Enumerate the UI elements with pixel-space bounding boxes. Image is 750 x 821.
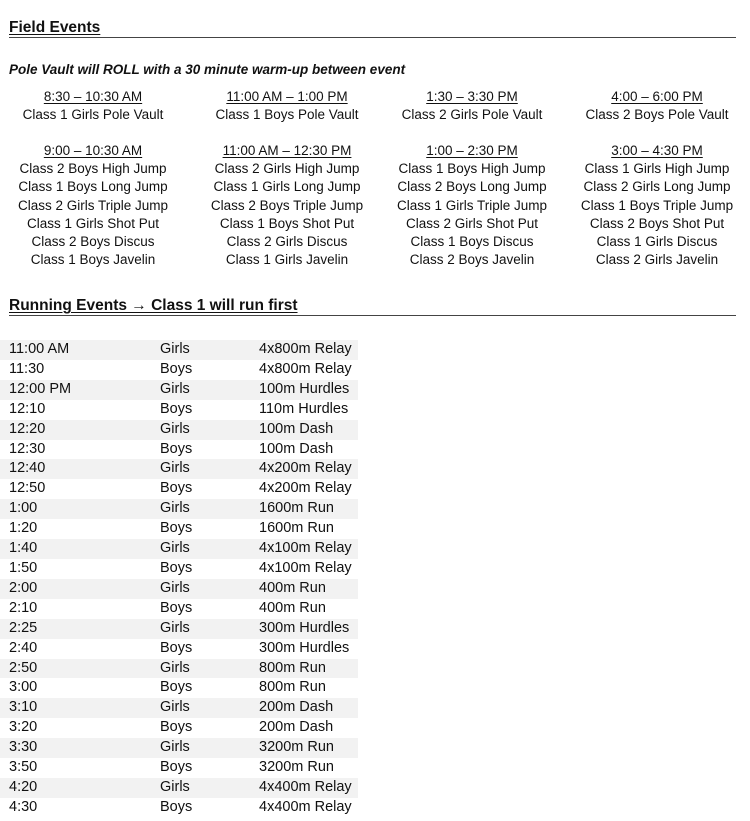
- row-spacer: [358, 400, 750, 420]
- row-gender: Boys: [160, 360, 193, 377]
- row-event: 3200m Run: [259, 759, 334, 776]
- block-time: 11:00 AM – 12:30 PM: [222, 143, 352, 158]
- running-event-row: [0, 559, 750, 579]
- running-events-heading: [9, 297, 736, 316]
- running-event-row: [0, 639, 750, 659]
- running-event-row: [0, 619, 750, 639]
- running-event-row: [0, 420, 750, 440]
- row-gender: Girls: [160, 380, 259, 400]
- running-event-row: [0, 599, 750, 619]
- block-time: 9:00 – 10:30 AM: [43, 143, 143, 158]
- running-event-row: [0, 758, 750, 778]
- row-event: 200m Dash: [259, 698, 358, 718]
- block-event: Class 1 Girls Long Jump: [213, 179, 361, 195]
- field-event-block: [564, 142, 750, 269]
- running-event-row: [0, 340, 750, 360]
- running-event-row: [0, 519, 750, 539]
- field-events-title: Field Events: [9, 19, 101, 36]
- running-event-row: [0, 360, 750, 380]
- block-event: Class 2 Girls Shot Put: [405, 215, 539, 231]
- row-event: 100m Dash: [259, 440, 334, 457]
- row-event: 300m Hurdles: [259, 619, 358, 639]
- row-gender: Boys: [160, 639, 193, 656]
- pole-vault-slot: [564, 88, 750, 124]
- block-event: Class 2 Girls Javelin: [595, 252, 719, 268]
- block-event: Class 1 Girls Discus: [596, 234, 718, 250]
- row-spacer: [358, 440, 750, 460]
- pole-vault-slot: [194, 88, 380, 124]
- row-gender: Girls: [160, 698, 259, 718]
- row-gender: Girls: [160, 659, 259, 679]
- row-time: 3:20: [9, 719, 38, 736]
- row-event: 1600m Run: [259, 520, 334, 537]
- row-event: 4x800m Relay: [259, 340, 358, 360]
- running-event-row: [0, 400, 750, 420]
- row-gender: Boys: [160, 798, 193, 815]
- row-time: 12:10: [9, 400, 46, 417]
- row-gender: Boys: [160, 759, 193, 776]
- row-event: 3200m Run: [259, 738, 358, 758]
- slot-time: 4:00 – 6:00 PM: [611, 89, 703, 104]
- block-event: Class 2 Boys Long Jump: [397, 179, 547, 195]
- row-spacer: [358, 758, 750, 778]
- row-gender: Girls: [160, 539, 259, 559]
- row-time: 12:20: [0, 420, 160, 440]
- row-spacer: [358, 619, 750, 639]
- row-event: 4x400m Relay: [259, 798, 352, 815]
- row-spacer: [358, 380, 750, 400]
- row-spacer: [358, 599, 750, 619]
- row-gender: Boys: [160, 480, 193, 497]
- running-event-row: [0, 479, 750, 499]
- row-event: 400m Run: [259, 579, 358, 599]
- field-event-block: [0, 142, 186, 269]
- block-event: Class 2 Boys Discus: [31, 234, 155, 250]
- running-events-title: Running Events → Class 1 will run first: [9, 297, 298, 314]
- row-gender: Boys: [160, 520, 193, 537]
- row-spacer: [358, 639, 750, 659]
- block-event: Class 2 Boys High Jump: [19, 161, 167, 177]
- block-event: Class 2 Girls High Jump: [214, 161, 360, 177]
- row-gender: Girls: [160, 340, 259, 360]
- row-gender: Girls: [160, 420, 259, 440]
- row-gender: Girls: [160, 459, 259, 479]
- row-spacer: [358, 459, 750, 479]
- block-event: Class 1 Boys Shot Put: [219, 215, 355, 231]
- running-event-row: [0, 659, 750, 679]
- block-event: Class 1 Boys Long Jump: [18, 179, 168, 195]
- row-event: 400m Run: [259, 599, 326, 616]
- row-event: 800m Run: [259, 679, 326, 696]
- block-time: 3:00 – 4:30 PM: [611, 143, 703, 158]
- row-gender: Girls: [160, 738, 259, 758]
- row-event: 300m Hurdles: [259, 639, 350, 656]
- block-event: Class 2 Girls Long Jump: [583, 179, 731, 195]
- block-event: Class 2 Girls Triple Jump: [17, 197, 169, 213]
- row-event: 4x200m Relay: [259, 459, 358, 479]
- block-event: Class 2 Boys Shot Put: [589, 215, 725, 231]
- row-time: 1:50: [9, 559, 38, 576]
- block-event: Class 2 Girls Discus: [226, 234, 348, 250]
- row-time: 2:40: [9, 639, 38, 656]
- row-time: 11:30: [9, 360, 45, 377]
- row-time: 1:20: [9, 520, 38, 537]
- field-event-block: [194, 142, 380, 269]
- row-time: 4:20: [0, 778, 160, 798]
- row-spacer: [358, 420, 750, 440]
- slot-event: Class 1 Boys Pole Vault: [215, 107, 359, 123]
- row-gender: Boys: [160, 719, 193, 736]
- row-gender: Boys: [160, 440, 193, 457]
- row-spacer: [358, 519, 750, 539]
- row-time: 1:40: [0, 539, 160, 559]
- pole-vault-slot: [0, 88, 186, 124]
- running-event-row: [0, 579, 750, 599]
- row-spacer: [358, 798, 750, 818]
- slot-time: 11:00 AM – 1:00 PM: [226, 89, 348, 104]
- row-time: 3:50: [9, 759, 38, 776]
- row-event: 100m Dash: [259, 420, 358, 440]
- running-event-row: [0, 698, 750, 718]
- row-time: 2:10: [9, 599, 38, 616]
- running-event-row: [0, 718, 750, 738]
- pole-vault-slot: [379, 88, 565, 124]
- row-spacer: [358, 778, 750, 798]
- block-event: Class 1 Girls Shot Put: [26, 215, 160, 231]
- row-event: 100m Hurdles: [259, 380, 358, 400]
- row-event: 1600m Run: [259, 499, 358, 519]
- slot-event: Class 1 Girls Pole Vault: [22, 107, 164, 123]
- block-event: Class 1 Boys Triple Jump: [580, 197, 734, 213]
- row-spacer: [358, 698, 750, 718]
- row-event: 4x800m Relay: [259, 360, 352, 377]
- field-event-block: [379, 142, 565, 269]
- block-event: Class 1 Girls High Jump: [584, 161, 730, 177]
- row-time: 12:40: [0, 459, 160, 479]
- row-spacer: [358, 678, 750, 698]
- row-gender: Boys: [160, 400, 193, 417]
- slot-time: 8:30 – 10:30 AM: [43, 89, 143, 104]
- running-events-body: [0, 340, 750, 818]
- running-event-row: [0, 459, 750, 479]
- row-gender: Girls: [160, 499, 259, 519]
- slot-event: Class 2 Boys Pole Vault: [585, 107, 729, 123]
- row-time: 12:00 PM: [0, 380, 160, 400]
- row-event: 110m Hurdles: [259, 400, 349, 417]
- row-event: 4x100m Relay: [259, 539, 358, 559]
- block-event: Class 1 Boys High Jump: [398, 161, 546, 177]
- row-time: 1:00: [0, 499, 160, 519]
- row-spacer: [358, 738, 750, 758]
- row-time: 3:00: [9, 679, 38, 696]
- block-event: Class 1 Boys Discus: [410, 234, 534, 250]
- running-event-row: [0, 539, 750, 559]
- running-event-row: [0, 380, 750, 400]
- row-spacer: [358, 718, 750, 738]
- running-event-row: [0, 798, 750, 818]
- pole-vault-note: Pole Vault will ROLL with a 30 minute warm-up between event: [9, 62, 406, 77]
- row-gender: Boys: [160, 559, 193, 576]
- row-gender: Boys: [160, 679, 193, 696]
- row-time: 12:50: [9, 480, 46, 497]
- row-spacer: [358, 479, 750, 499]
- block-event: Class 2 Boys Triple Jump: [210, 197, 364, 213]
- block-time: 1:00 – 2:30 PM: [426, 143, 518, 158]
- row-time: 3:30: [0, 738, 160, 758]
- row-spacer: [358, 559, 750, 579]
- running-event-row: [0, 678, 750, 698]
- running-events-table: [0, 340, 750, 818]
- row-gender: Girls: [160, 619, 259, 639]
- row-time: 2:50: [0, 659, 160, 679]
- row-spacer: [358, 340, 750, 360]
- running-event-row: [0, 499, 750, 519]
- block-event: Class 1 Boys Javelin: [30, 252, 156, 268]
- slot-time: 1:30 – 3:30 PM: [426, 89, 518, 104]
- row-spacer: [358, 579, 750, 599]
- running-event-row: [0, 440, 750, 460]
- row-time: 12:30: [9, 440, 46, 457]
- row-time: 4:30: [9, 798, 38, 815]
- row-spacer: [358, 360, 750, 380]
- row-event: 200m Dash: [259, 719, 334, 736]
- row-spacer: [358, 499, 750, 519]
- row-time: 2:00: [0, 579, 160, 599]
- row-event: 800m Run: [259, 659, 358, 679]
- row-spacer: [358, 539, 750, 559]
- row-time: 11:00 AM: [0, 340, 160, 360]
- slot-event: Class 2 Girls Pole Vault: [401, 107, 543, 123]
- row-event: 4x400m Relay: [259, 778, 358, 798]
- row-time: 2:25: [0, 619, 160, 639]
- block-event: Class 2 Boys Javelin: [409, 252, 535, 268]
- row-event: 4x100m Relay: [259, 559, 352, 576]
- field-events-heading: [9, 19, 736, 38]
- row-gender: Girls: [160, 778, 259, 798]
- row-event: 4x200m Relay: [259, 480, 352, 497]
- row-gender: Girls: [160, 579, 259, 599]
- running-event-row: [0, 778, 750, 798]
- row-spacer: [358, 659, 750, 679]
- block-event: Class 1 Girls Triple Jump: [396, 197, 548, 213]
- row-time: 3:10: [0, 698, 160, 718]
- row-gender: Boys: [160, 599, 193, 616]
- running-event-row: [0, 738, 750, 758]
- block-event: Class 1 Girls Javelin: [225, 252, 349, 268]
